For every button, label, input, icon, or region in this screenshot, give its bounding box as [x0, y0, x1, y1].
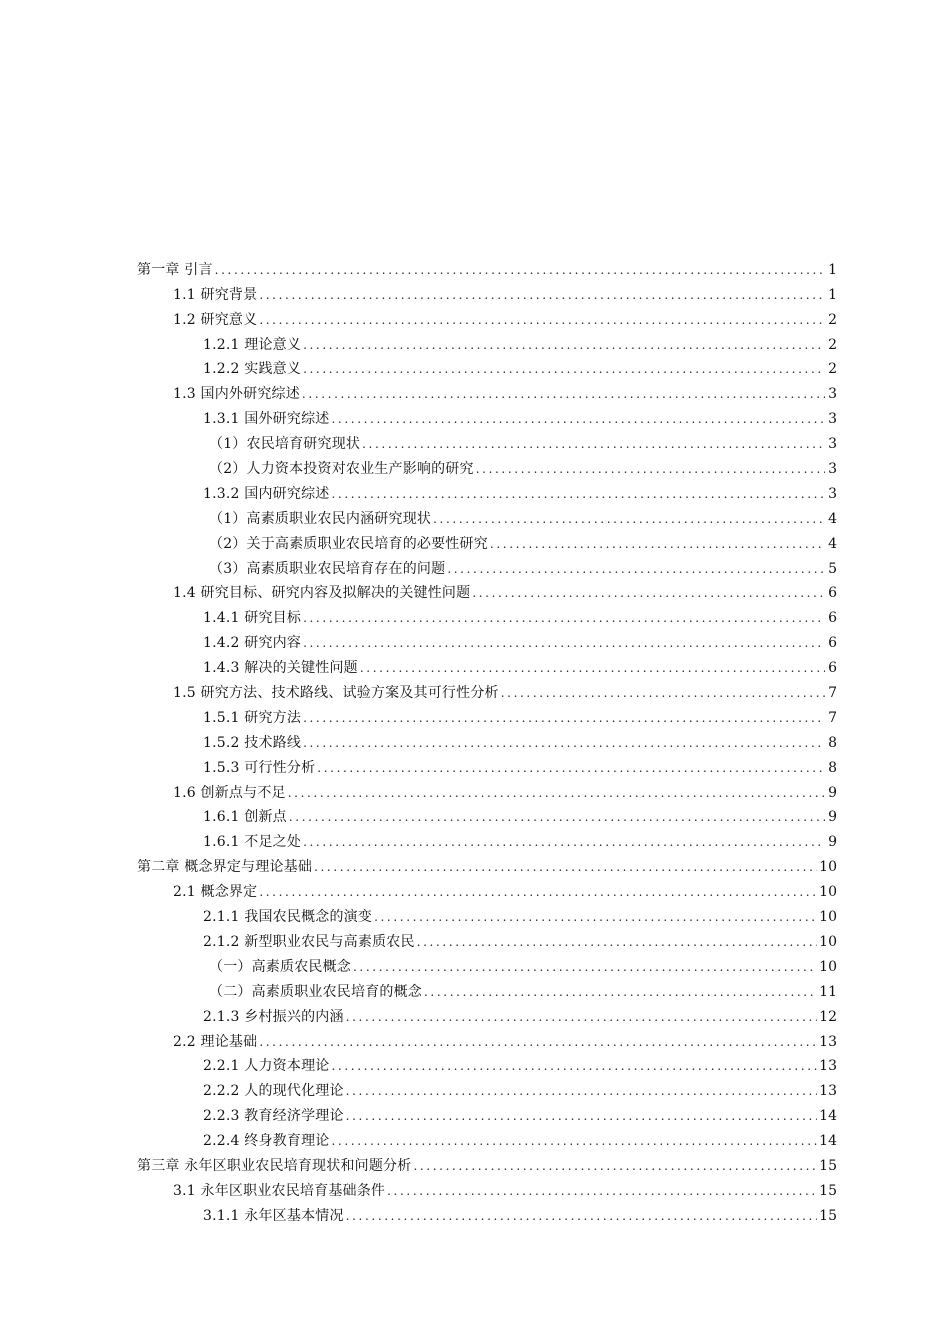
toc-entry-title: 2.2 理论基础 [173, 1033, 258, 1050]
toc-entry[interactable] [137, 752, 837, 777]
toc-entry[interactable] [137, 976, 837, 1001]
table-of-contents [137, 254, 837, 1225]
toc-entry-title: 1.4.3 解决的关键性问题 [203, 660, 358, 677]
toc-dot-leader [259, 883, 817, 901]
toc-page-number: 15 [819, 1157, 837, 1174]
toc-entry[interactable] [137, 453, 837, 478]
toc-entry[interactable] [137, 428, 837, 453]
toc-dot-leader [490, 535, 825, 553]
toc-entry[interactable] [137, 777, 837, 802]
toc-entry[interactable] [137, 677, 837, 702]
toc-page-number: 9 [828, 784, 837, 801]
toc-page-number: 3 [828, 461, 837, 478]
toc-dot-leader [501, 684, 825, 702]
toc-entry-title: 1.2.1 理论意义 [203, 336, 302, 353]
toc-dot-leader [288, 784, 825, 802]
toc-entry[interactable] [137, 652, 837, 677]
toc-page-number: 10 [819, 909, 837, 926]
toc-entry-title: 2.2.3 教育经济学理论 [203, 1108, 344, 1125]
toc-page-number: 3 [828, 485, 837, 502]
toc-dot-leader [303, 609, 825, 627]
toc-page-number: 2 [828, 361, 837, 378]
toc-entry[interactable] [137, 378, 837, 403]
toc-page-number: 3 [828, 411, 837, 428]
toc-entry[interactable] [137, 851, 837, 876]
toc-entry[interactable] [137, 1001, 837, 1026]
toc-entry[interactable] [137, 578, 837, 603]
toc-entry[interactable] [137, 503, 837, 528]
toc-entry-title: 1.4.2 研究内容 [203, 635, 302, 652]
toc-page-number: 11 [819, 983, 837, 1000]
toc-page-number: 2 [828, 311, 837, 328]
toc-page-number: 7 [828, 709, 837, 726]
toc-page-number: 3 [828, 386, 837, 403]
toc-entry-title: 2.2.4 终身教育理论 [203, 1133, 330, 1150]
toc-entry-title: 第一章 引言 [137, 261, 213, 278]
toc-dot-leader [346, 1008, 818, 1026]
toc-entry-title: 3.1 永年区职业农民培育基础条件 [173, 1182, 386, 1199]
toc-entry[interactable] [137, 627, 837, 652]
toc-page-number: 14 [819, 1133, 837, 1150]
toc-entry-title: 1.1 研究背景 [173, 286, 258, 303]
toc-page-number: 9 [828, 834, 837, 851]
toc-entry[interactable] [137, 254, 837, 279]
toc-page-number: 6 [828, 660, 837, 677]
toc-entry-title: 1.5.2 技术路线 [203, 734, 302, 751]
toc-page-number: 10 [819, 884, 837, 901]
toc-entry[interactable] [137, 403, 837, 428]
toc-page-number: 10 [819, 958, 837, 975]
toc-entry[interactable] [137, 876, 837, 901]
toc-entry[interactable] [137, 1125, 837, 1150]
toc-entry-title: 2.1.1 我国农民概念的演变 [203, 909, 373, 926]
toc-dot-leader [331, 1132, 817, 1150]
toc-dot-leader [259, 286, 825, 304]
toc-entry-title: （二）高素质职业农民培育的概念 [209, 983, 422, 1000]
toc-dot-leader [259, 311, 825, 329]
toc-entry[interactable] [137, 702, 837, 727]
toc-entry[interactable] [137, 802, 837, 827]
toc-dot-leader [303, 833, 825, 851]
toc-page-number: 6 [828, 585, 837, 602]
toc-entry[interactable] [137, 329, 837, 354]
toc-entry[interactable] [137, 1026, 837, 1051]
toc-dot-leader [303, 360, 825, 378]
toc-entry[interactable] [137, 727, 837, 752]
toc-entry[interactable] [137, 901, 837, 926]
toc-dot-leader [374, 908, 817, 926]
toc-page-number: 9 [828, 809, 837, 826]
toc-dot-leader [346, 1082, 818, 1100]
toc-entry-title: 1.2 研究意义 [173, 311, 258, 328]
toc-entry-title: 3.1.1 永年区基本情况 [203, 1207, 344, 1224]
toc-entry-title: 1.6 创新点与不足 [173, 784, 286, 801]
toc-entry[interactable] [137, 553, 837, 578]
toc-entry[interactable] [137, 826, 837, 851]
toc-page-number: 3 [828, 436, 837, 453]
toc-dot-leader [302, 385, 825, 403]
toc-page-number: 1 [828, 261, 837, 278]
toc-page-number: 14 [819, 1108, 837, 1125]
toc-dot-leader [331, 1057, 817, 1075]
toc-entry-title: 1.4 研究目标、研究内容及拟解决的关键性问题 [173, 585, 471, 602]
toc-entry-title: （3）高素质职业农民培育存在的问题 [209, 560, 446, 577]
toc-entry[interactable] [137, 926, 837, 951]
toc-page-number: 6 [828, 635, 837, 652]
toc-dot-leader [303, 734, 825, 752]
toc-entry-title: 2.1 概念界定 [173, 884, 258, 901]
toc-dot-leader [314, 858, 817, 876]
toc-page-number: 7 [828, 685, 837, 702]
toc-entry[interactable] [137, 354, 837, 379]
toc-page-number: 4 [828, 510, 837, 527]
toc-dot-leader [476, 460, 825, 478]
toc-entry-title: 2.1.2 新型职业农民与高素质农民 [203, 933, 415, 950]
toc-entry[interactable] [137, 1175, 837, 1200]
toc-entry[interactable] [137, 1051, 837, 1076]
toc-entry-title: 2.2.2 人的现代化理论 [203, 1083, 344, 1100]
toc-entry-title: 1.3.2 国内研究综述 [203, 485, 330, 502]
toc-dot-leader [303, 709, 825, 727]
toc-dot-leader [215, 261, 825, 279]
toc-dot-leader [353, 958, 817, 976]
toc-entry-title: 1.6.1 创新点 [203, 809, 287, 826]
toc-dot-leader [413, 1157, 817, 1175]
toc-dot-leader [362, 435, 825, 453]
toc-page-number: 1 [828, 286, 837, 303]
toc-entry-title: （一）高素质农民概念 [209, 958, 351, 975]
toc-entry-title: （1）高素质职业农民内涵研究现状 [209, 510, 432, 527]
toc-entry-title: 2.1.3 乡村振兴的内涵 [203, 1008, 344, 1025]
toc-page-number: 8 [828, 759, 837, 776]
toc-entry[interactable] [137, 602, 837, 627]
toc-page-number: 5 [828, 560, 837, 577]
toc-entry-title: （1）农民培育研究现状 [209, 436, 361, 453]
toc-page-number: 8 [828, 734, 837, 751]
toc-entry-title: 第三章 永年区职业农民培育现状和问题分析 [137, 1157, 412, 1174]
toc-dot-leader [472, 584, 825, 602]
toc-dot-leader [259, 1033, 817, 1051]
toc-entry-title: （2）关于高素质职业农民培育的必要性研究 [209, 535, 488, 552]
toc-entry[interactable] [137, 304, 837, 329]
toc-entry[interactable] [137, 1200, 837, 1225]
toc-entry-title: （2）人力资本投资对农业生产影响的研究 [209, 461, 474, 478]
toc-dot-leader [317, 759, 825, 777]
toc-entry[interactable] [137, 1150, 837, 1175]
toc-page-number: 6 [828, 610, 837, 627]
toc-page-number: 2 [828, 336, 837, 353]
toc-entry-title: 2.2.1 人力资本理论 [203, 1058, 330, 1075]
toc-page-number: 15 [819, 1182, 837, 1199]
toc-dot-leader [303, 336, 825, 354]
toc-page-number: 13 [819, 1033, 837, 1050]
toc-dot-leader [303, 634, 825, 652]
toc-page-number: 13 [819, 1058, 837, 1075]
toc-entry-title: 1.3.1 国外研究综述 [203, 411, 330, 428]
toc-dot-leader [346, 1207, 818, 1225]
toc-entry-title: 1.4.1 研究目标 [203, 610, 302, 627]
toc-dot-leader [387, 1182, 817, 1200]
toc-entry[interactable] [137, 1100, 837, 1125]
toc-entry[interactable] [137, 279, 837, 304]
toc-entry-title: 1.3 国内外研究综述 [173, 386, 300, 403]
toc-dot-leader [424, 983, 817, 1001]
toc-dot-leader [346, 1107, 818, 1125]
toc-dot-leader [331, 485, 825, 503]
toc-entry-title: 1.6.1 不足之处 [203, 834, 302, 851]
toc-entry-title: 第二章 概念界定与理论基础 [137, 859, 313, 876]
toc-page-number: 4 [828, 535, 837, 552]
toc-page-number: 13 [819, 1083, 837, 1100]
toc-dot-leader [289, 808, 825, 826]
toc-dot-leader [360, 659, 825, 677]
toc-entry[interactable] [137, 951, 837, 976]
toc-page-number: 12 [819, 1008, 837, 1025]
toc-entry[interactable] [137, 1075, 837, 1100]
toc-page-number: 15 [819, 1207, 837, 1224]
toc-entry-title: 1.5.1 研究方法 [203, 709, 302, 726]
toc-entry[interactable] [137, 528, 837, 553]
toc-entry[interactable] [137, 478, 837, 503]
toc-dot-leader [433, 510, 825, 528]
toc-page-number: 10 [819, 859, 837, 876]
toc-entry-title: 1.2.2 实践意义 [203, 361, 302, 378]
toc-dot-leader [447, 560, 825, 578]
toc-entry-title: 1.5 研究方法、技术路线、试验方案及其可行性分析 [173, 685, 499, 702]
toc-entry-title: 1.5.3 可行性分析 [203, 759, 316, 776]
toc-dot-leader [331, 410, 825, 428]
toc-page-number: 10 [819, 933, 837, 950]
toc-dot-leader [417, 933, 818, 951]
